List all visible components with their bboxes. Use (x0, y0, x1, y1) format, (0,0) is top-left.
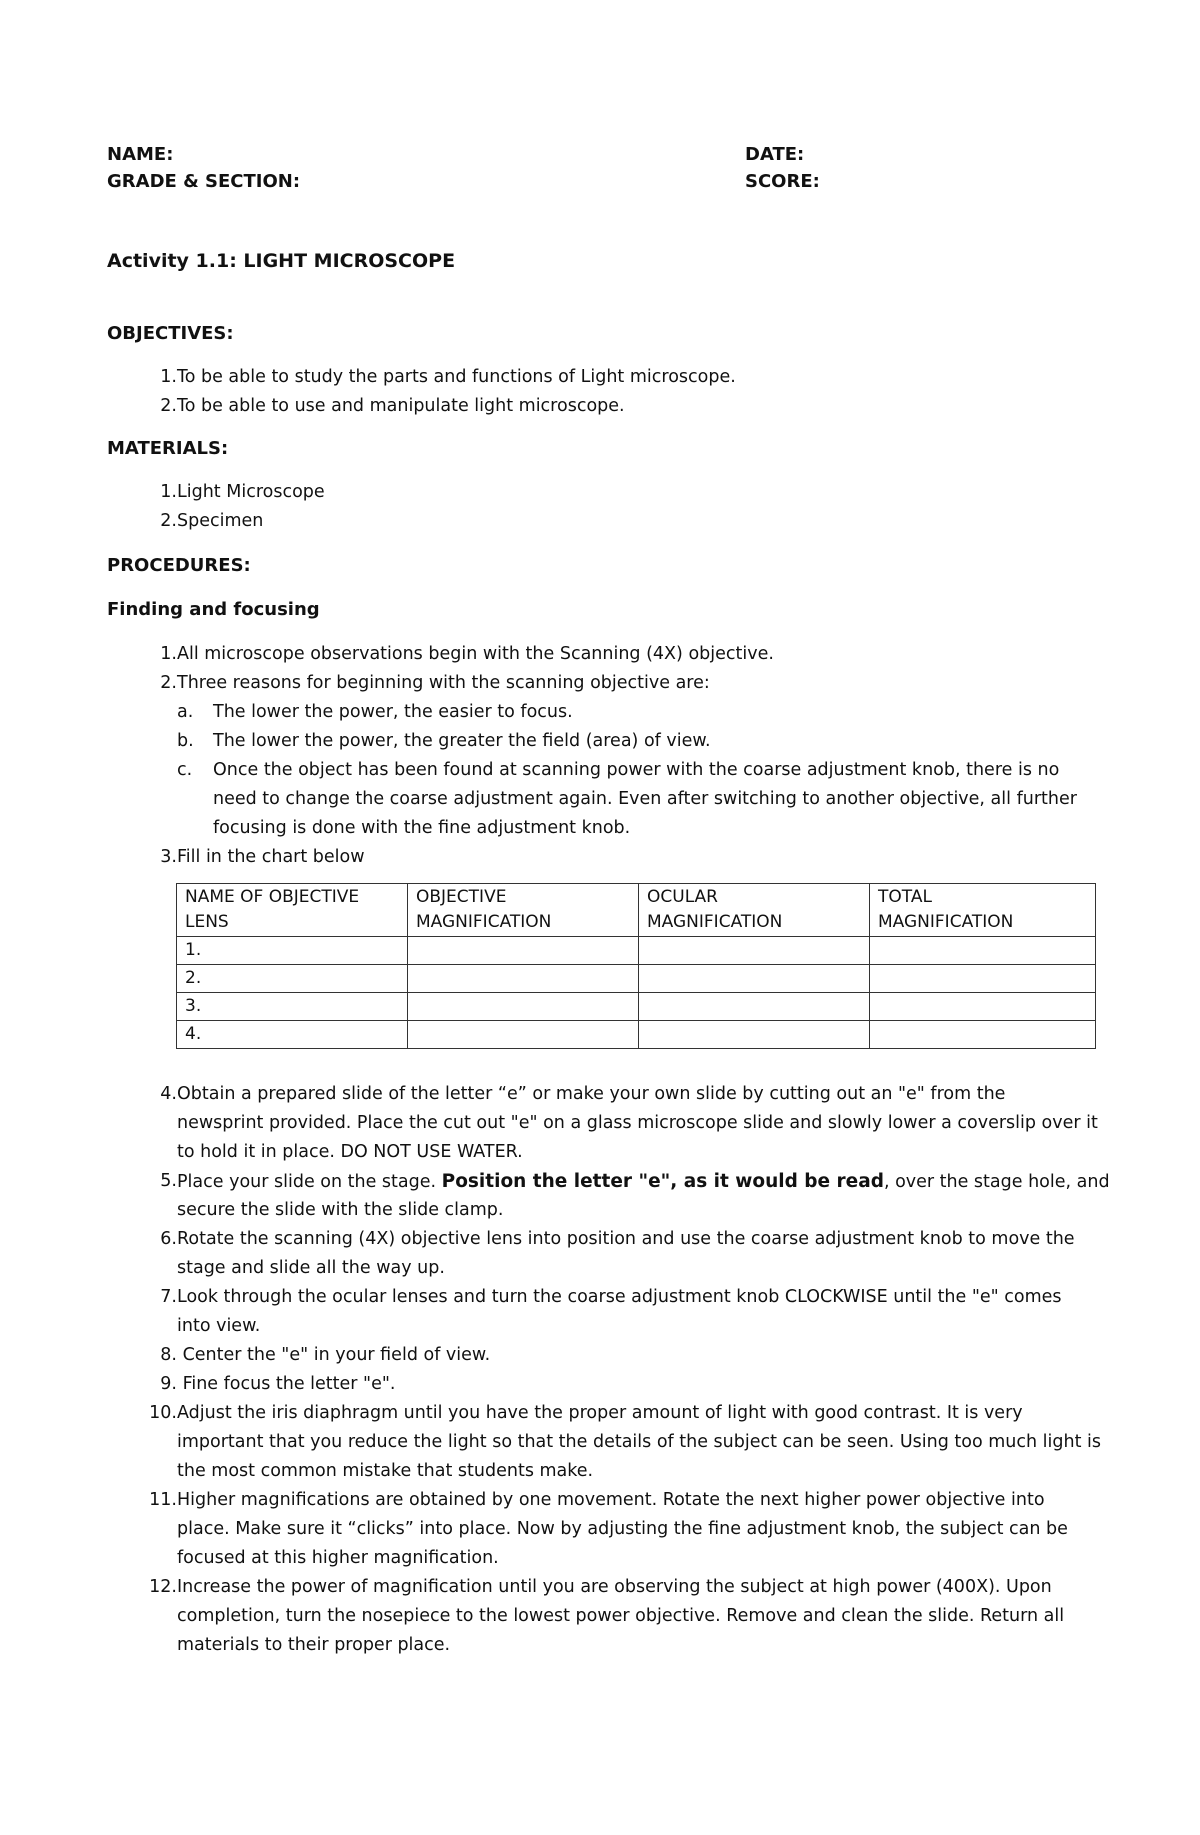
row-number-cell: 4. (177, 1021, 408, 1049)
objective-magnification-cell[interactable] (408, 993, 639, 1021)
step-text: into view. (177, 1316, 261, 1336)
item-text: Light Microscope (177, 482, 325, 502)
step-text: important that you reduce the light so that the details of the subject can be seen. Using too much light is (177, 1432, 1101, 1452)
total-magnification-cell[interactable] (870, 1021, 1096, 1049)
step-text: newsprint provided. Place the cut out "e" on a glass microscope slide and slowly lower a coverslip over it (177, 1113, 1098, 1133)
step-text: stage and slide all the way up. (177, 1258, 445, 1278)
item-letter: c. (177, 760, 193, 780)
header-cell (639, 884, 870, 937)
materials-heading: MATERIALS: (107, 438, 229, 459)
item-text: The lower the power, the greater the field (area) of view. (213, 731, 711, 751)
step-text-post: , over the stage hole, and (883, 1172, 1110, 1192)
step-text: Adjust the iris diaphragm until you have the proper amount of light with good contrast. It is very (177, 1403, 1023, 1423)
step-text: Rotate the scanning (4X) objective lens into position and use the coarse adjustment knob to move the (177, 1229, 1075, 1249)
item-text: To be able to study the parts and functions of Light microscope. (177, 367, 736, 387)
finding-focusing-subheading: Finding and focusing (107, 599, 320, 620)
item-number: 2. (160, 511, 177, 531)
header-cell (870, 884, 1096, 937)
total-magnification-cell[interactable] (870, 993, 1096, 1021)
header-line: TOTAL (878, 887, 932, 907)
step-text: Fill in the chart below (177, 847, 365, 867)
step-text: Fine focus the letter "e". (177, 1374, 396, 1394)
item-text: Specimen (177, 511, 264, 531)
step-number: 7. (160, 1287, 177, 1307)
table-header-row (177, 884, 1096, 937)
step-text: completion, turn the nosepiece to the lowest power objective. Remove and clean the slide. Return all (177, 1606, 1065, 1626)
step-text: place. Make sure it “clicks” into place. Now by adjusting the fine adjustment knob, the subject can be (177, 1519, 1068, 1539)
header-cell (408, 884, 639, 937)
header-line: NAME OF OBJECTIVE (185, 887, 360, 907)
table-row (177, 993, 1096, 1021)
step-text: Increase the power of magnification until you are observing the subject at high power (400X). Upon (177, 1577, 1052, 1597)
step-number: 2. (160, 673, 177, 693)
procedures-heading: PROCEDURES: (107, 555, 251, 576)
item-text: focusing is done with the fine adjustment knob. (213, 818, 631, 838)
activity-title: Activity 1.1: LIGHT MICROSCOPE (107, 250, 456, 272)
step-number: 10. (149, 1403, 177, 1423)
row-number-cell: 1. (177, 937, 408, 965)
row-number-cell: 2. (177, 965, 408, 993)
step-text-pre: Place your slide on the stage. (177, 1172, 442, 1192)
objective-magnification-cell[interactable] (408, 1021, 639, 1049)
step-number: 3. (160, 847, 177, 867)
step-text: to hold it in place. DO NOT USE WATER. (177, 1142, 523, 1162)
ocular-magnification-cell[interactable] (639, 965, 870, 993)
header-line: MAGNIFICATION (416, 912, 552, 932)
step-number: 6. (160, 1229, 177, 1249)
step-text: materials to their proper place. (177, 1635, 451, 1655)
step-number: 5. (160, 1171, 177, 1191)
step-text: secure the slide with the slide clamp. (177, 1200, 504, 1220)
item-number: 1. (160, 482, 177, 502)
header-cell (177, 884, 408, 937)
header-line: LENS (185, 912, 229, 932)
ocular-magnification-cell[interactable] (639, 1021, 870, 1049)
score-label: SCORE: (745, 171, 820, 192)
grade-section-label: GRADE & SECTION: (107, 171, 301, 192)
step-text: Look through the ocular lenses and turn the coarse adjustment knob CLOCKWISE until the "e" comes (177, 1287, 1062, 1307)
item-text: Once the object has been found at scanning power with the coarse adjustment knob, there is no (213, 760, 1060, 780)
step-text: All microscope observations begin with the Scanning (4X) objective. (177, 644, 774, 664)
ocular-magnification-cell[interactable] (639, 937, 870, 965)
objective-magnification-cell[interactable] (408, 965, 639, 993)
table-row (177, 937, 1096, 965)
step-text-bold: Position the letter "e", as it would be read (441, 1171, 884, 1192)
step-text (177, 1171, 1110, 1192)
header-line: OCULAR (647, 887, 718, 907)
objective-magnification-cell[interactable] (408, 937, 639, 965)
step-number: 4. (160, 1084, 177, 1104)
step-number: 8. (160, 1345, 177, 1365)
item-text: To be able to use and manipulate light microscope. (177, 396, 625, 416)
item-letter: b. (177, 731, 194, 751)
step-text: Obtain a prepared slide of the letter “e” or make your own slide by cutting out an "e" from the (177, 1084, 1006, 1104)
table-row (177, 1021, 1096, 1049)
magnification-chart (176, 883, 1096, 1049)
step-text: focused at this higher magnification. (177, 1548, 499, 1568)
item-letter: a. (177, 702, 194, 722)
table-row (177, 965, 1096, 993)
step-text: Higher magnifications are obtained by one movement. Rotate the next higher power objective into (177, 1490, 1045, 1510)
ocular-magnification-cell[interactable] (639, 993, 870, 1021)
header-line: MAGNIFICATION (878, 912, 1014, 932)
item-text: need to change the coarse adjustment again. Even after switching to another objective, all further (213, 789, 1077, 809)
step-text: the most common mistake that students make. (177, 1461, 594, 1481)
date-label: DATE: (745, 144, 805, 165)
step-text: Center the "e" in your field of view. (177, 1345, 491, 1365)
item-number: 2. (160, 396, 177, 416)
header-line: OBJECTIVE (416, 887, 507, 907)
total-magnification-cell[interactable] (870, 965, 1096, 993)
header-line: MAGNIFICATION (647, 912, 783, 932)
step-number: 9. (160, 1374, 177, 1394)
total-magnification-cell[interactable] (870, 937, 1096, 965)
item-number: 1. (160, 367, 177, 387)
objectives-heading: OBJECTIVES: (107, 323, 234, 344)
step-text: Three reasons for beginning with the scanning objective are: (177, 673, 710, 693)
step-number: 11. (149, 1490, 177, 1510)
name-label: NAME: (107, 144, 174, 165)
step-number: 12. (149, 1577, 177, 1597)
row-number-cell: 3. (177, 993, 408, 1021)
item-text: The lower the power, the easier to focus. (213, 702, 573, 722)
step-number: 1. (160, 644, 177, 664)
